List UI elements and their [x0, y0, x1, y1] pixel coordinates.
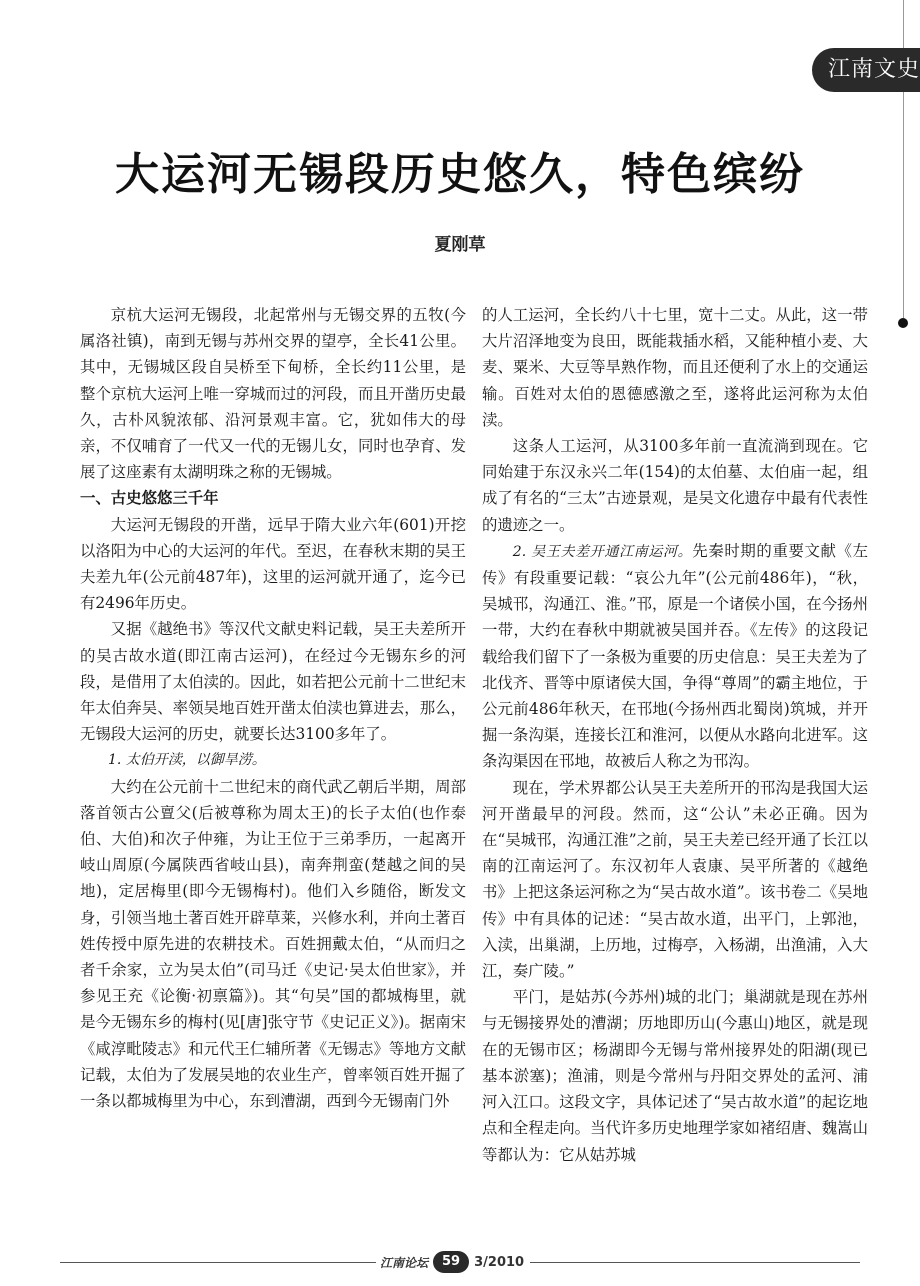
magazine-name: 江南论坛: [380, 1255, 429, 1270]
left-column: [80, 302, 466, 1252]
paragraph: 京杭大运河无锡段，北起常州与无锡交界的五牧(今属洛社镇)，南到无锡与苏州交界的望亭，全长41公里。其中，无锡城区段自吴桥至下甸桥，全长约11公里，是整个京杭大运河上唯一穿城而过的河段，而且开凿历史最久，古朴风貌浓郁、沿河景观丰富。它，犹如伟大的母亲，不仅哺育了一代又一代的无锡儿女，同时也孕育、发展了这座素有太湖明珠之称的无锡城。: [80, 306, 466, 482]
paragraph: 这条人工运河，从3100多年前一直流淌到现在。它同始建于东汉永兴二年(154)的太伯墓、太伯庙一起，组成了有名的“三太”古迹景观，是吴文化遗存中最有代表性的遗迹之一。: [482, 437, 868, 534]
article-author: 夏刚草: [434, 235, 486, 255]
paragraph: 的人工运河，全长约八十七里，宽十二丈。从此，这一带大片沼泽地变为良田，既能栽插水稻，又能种植小麦、大麦、粟米、大豆等旱熟作物，而且还便利了水上的交通运输。百姓对太伯的恩德感激之至，遂将此运河称为太伯渎。: [482, 306, 868, 429]
right-column: [482, 302, 868, 1252]
section-tab: 江南文史: [812, 48, 920, 92]
section-heading: 一、古史悠悠三千年: [80, 489, 219, 508]
paragraph: 大运河无锡段的开凿，远早于隋大业六年(601)开挖以洛阳为中心的大运河的年代。至迟，在春秋末期的吴王夫差九年(公元前487年)，这里的运河就开通了，迄今已有2496年历史。: [80, 515, 466, 613]
paragraph: 大约在公元前十二世纪末的商代武乙朝后半期，周部落首领古公亶父(后被尊称为周太王)的长子太伯(也作泰伯、大伯)和次子仲雍，为让王位于三弟季历，一起离开岐山周原(今属陕西省岐山县)，南奔荆蛮(楚越之间的吴地)，定居梅里(即今无锡梅村)。他们入乡随俗，断发文身，引领当地土著百姓开辟草莱，兴修水利，并向土著百姓传授中原先进的农耕技术。百姓拥戴太伯，“从而归之者千余家，立为吴太伯”(司马迁《史记·吴太伯世家》，并参见王充《论衡·初禀篇》)。其“句吴”国的都城梅里，就是今无锡东乡的梅村(见[唐]张守节《史记正义》)。据南宋《咸淳毗陵志》和元代王仁辅所著《无锡志》等地方文献记载，太伯为了发展吴地的农业生产，曾率领百姓开掘了一条以都城梅里为中心，东到漕湖，西到今无锡南门外: [80, 777, 466, 1111]
paragraph: 现在，学术界都公认吴王夫差所开的邗沟是我国大运河开凿最早的河段。然而，这“公认”未必正确。因为在“吴城邗，沟通江淮”之前，吴王夫差已经开通了长江以南的江南运河了。东汉初年人袁康、吴平所著的《越绝书》上把这条运河称之为“吴古故水道”。该书卷二《吴地传》中有具体的记述：“吴古故水道，出平门，上郭池，入渎，出巢湖，上历地，过梅亭，入杨湖，出渔浦，入大江，奏广陵。”: [482, 778, 868, 981]
paragraph: [482, 538, 868, 775]
margin-dot: [898, 318, 908, 328]
page-footer: [380, 1250, 530, 1274]
subheading: 2. 吴王夫差开通江南运河。: [512, 543, 693, 560]
subheading: 1. 太伯开渎，以御旱涝。: [108, 752, 266, 769]
issue-number: 3/2010: [474, 1254, 525, 1270]
paragraph: 平门，是姑苏(今苏州)城的北门；巢湖就是现在苏州与无锡接界处的漕湖；历地即历山(今惠山)地区，就是现在的无锡市区；杨湖即今无锡与常州接界处的阳湖(现已基本淤塞)；渔浦，则是今常州与丹阳交界处的孟河、浦河入江口。这段文字，具体记述了“吴古故水道”的起讫地点和全程走向。当代许多历史地理学家如褚绍唐、魏嵩山等都认为：它从姑苏城: [482, 988, 868, 1164]
paragraph: 又据《越绝书》等汉代文献史料记载，吴王夫差所开的吴古故水道(即江南古运河)，在经过今无锡东乡的河段，是借用了太伯渎的。因此，如若把公元前十二世纪末年太伯奔吴、率领吴地百姓开凿太伯渎也算进去，那么，无锡段大运河的历史，就要长达3100多年了。: [80, 620, 466, 744]
paragraph-text: 先秦时期的重要文献《左传》有段重要记载：“哀公九年”(公元前486年)，“秋，吴城邗，沟通江、淮。”邗，原是一个诸侯小国，在今扬州一带，大约在春秋中期就被吴国并吞。《左传》的这段记载给我们留下了一条极为重要的历史信息：吴王夫差为了北伐齐、晋等中原诸侯大国，争得“尊周”的霸主地位，于公元前486年秋天，在邗地(今扬州西北蜀岗)筑城，并开掘一条沟渠，连接长江和淮河，以便从水路向北进军。这条沟渠因在邗地，故被后人称之为邗沟。: [482, 541, 868, 771]
page-number: 59: [433, 1251, 469, 1273]
footer-rule-left: [60, 1262, 376, 1263]
footer-rule-right: [530, 1262, 860, 1263]
article-title: 大运河无锡段历史悠久，特色缤纷: [115, 149, 805, 200]
